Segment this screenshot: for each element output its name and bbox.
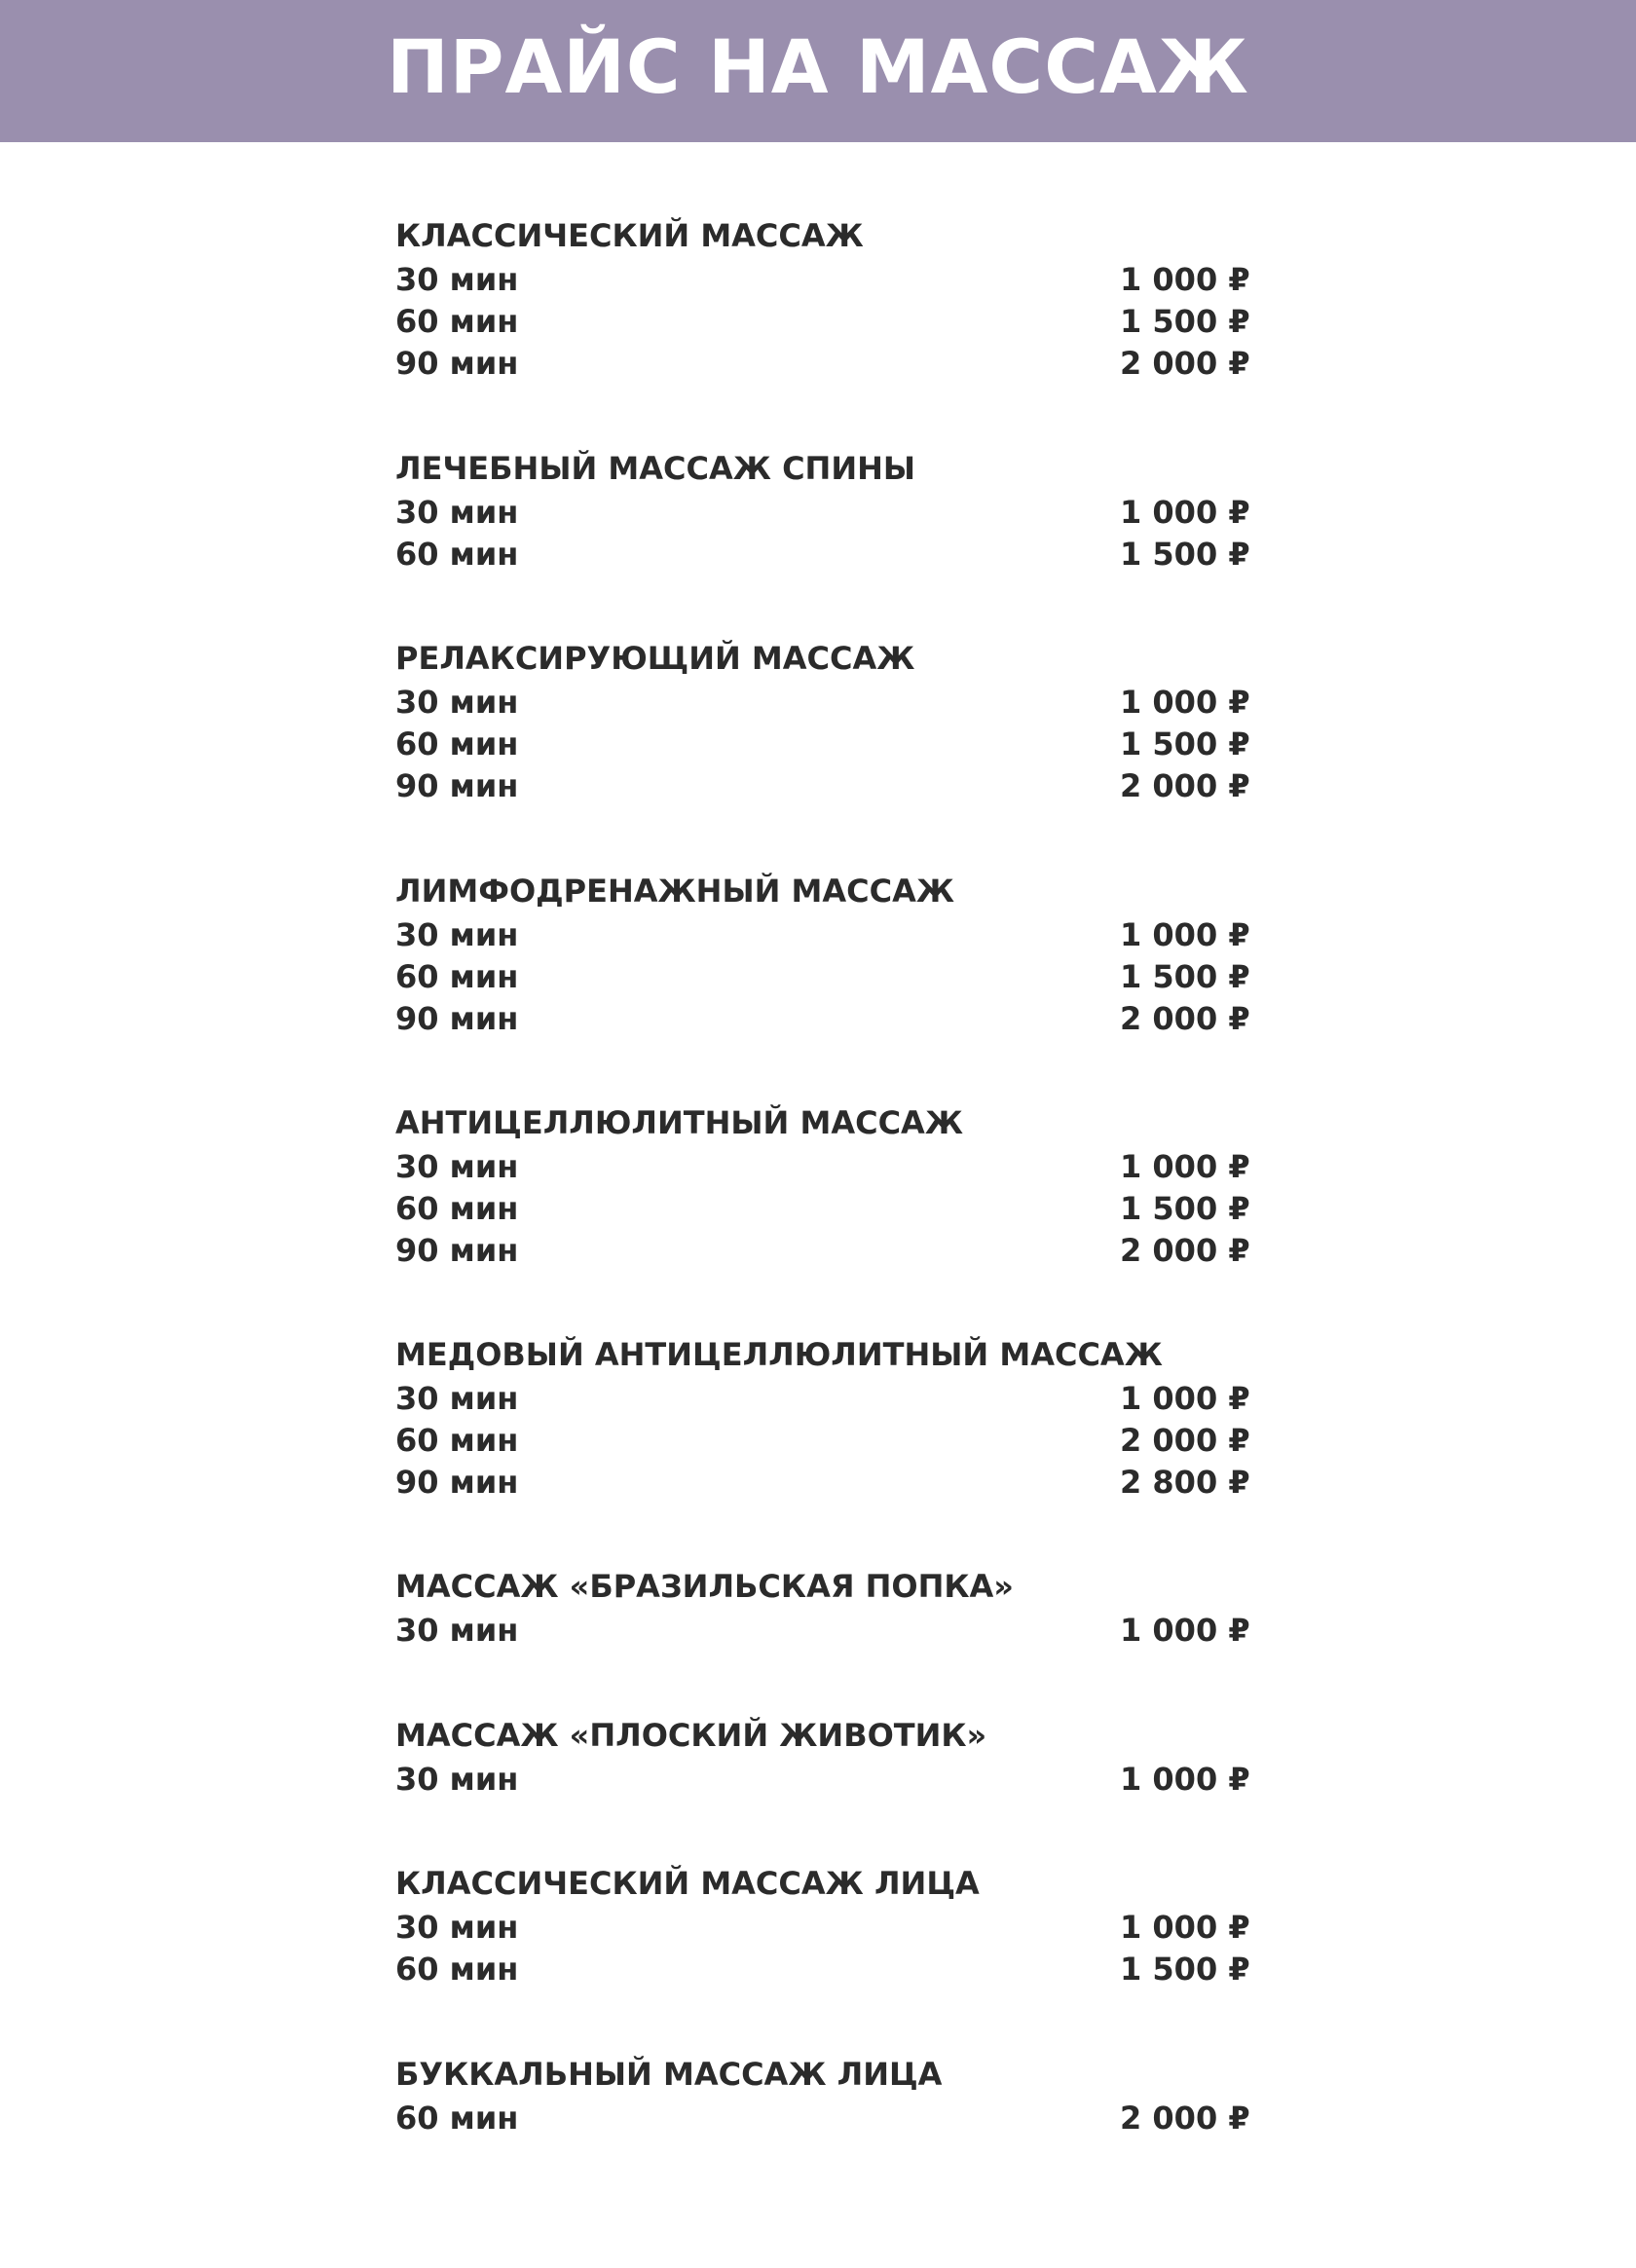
service-block bbox=[395, 1099, 1250, 1272]
price-row bbox=[395, 1610, 1250, 1652]
service-title: АНТИЦЕЛЛЮЛИТНЫЙ МАССАЖ bbox=[395, 1104, 963, 1141]
price-row bbox=[395, 534, 1250, 576]
service-title: КЛАССИЧЕСКИЙ МАССАЖ bbox=[395, 217, 864, 254]
service-block bbox=[395, 1563, 1250, 1652]
price-row bbox=[395, 1378, 1250, 1420]
price-row bbox=[395, 1230, 1250, 1272]
service-block bbox=[395, 2051, 1250, 2139]
price-row bbox=[395, 2098, 1250, 2139]
duration: 30 мин bbox=[395, 1612, 519, 1649]
service-block bbox=[395, 1331, 1250, 1504]
service-block bbox=[395, 1712, 1250, 1801]
price: 1 000 ₽ bbox=[1120, 1761, 1250, 1798]
price: 1 000 ₽ bbox=[1120, 494, 1250, 531]
price: 1 000 ₽ bbox=[1120, 1612, 1250, 1649]
duration: 30 мин bbox=[395, 684, 519, 721]
price-row bbox=[395, 1907, 1250, 1949]
price: 1 500 ₽ bbox=[1120, 725, 1250, 762]
price: 1 000 ₽ bbox=[1120, 1148, 1250, 1185]
page-title: ПРАЙС НА МАССАЖ bbox=[387, 23, 1249, 110]
price: 1 500 ₽ bbox=[1120, 1951, 1250, 1988]
price: 2 000 ₽ bbox=[1120, 1000, 1250, 1037]
duration: 30 мин bbox=[395, 916, 519, 953]
service-block bbox=[395, 212, 1250, 385]
price: 2 000 ₽ bbox=[1120, 767, 1250, 804]
price: 1 000 ₽ bbox=[1120, 684, 1250, 721]
price: 1 500 ₽ bbox=[1120, 958, 1250, 995]
duration: 60 мин bbox=[395, 958, 519, 995]
price: 1 000 ₽ bbox=[1120, 916, 1250, 953]
price-row bbox=[395, 301, 1250, 343]
duration: 60 мин bbox=[395, 1422, 519, 1459]
price: 2 000 ₽ bbox=[1120, 1232, 1250, 1269]
header-banner bbox=[0, 0, 1636, 142]
duration: 30 мин bbox=[395, 494, 519, 531]
duration: 30 мин bbox=[395, 261, 519, 298]
service-title: МАССАЖ «ПЛОСКИЙ ЖИВОТИК» bbox=[395, 1717, 987, 1754]
price-row bbox=[395, 1949, 1250, 1990]
duration: 30 мин bbox=[395, 1148, 519, 1185]
service-title: МЕДОВЫЙ АНТИЦЕЛЛЮЛИТНЫЙ МАССАЖ bbox=[395, 1336, 1163, 1373]
service-title: КЛАССИЧЕСКИЙ МАССАЖ ЛИЦА bbox=[395, 1865, 980, 1902]
duration: 60 мин bbox=[395, 2100, 519, 2137]
price-row bbox=[395, 682, 1250, 724]
price-row bbox=[395, 343, 1250, 385]
price: 1 000 ₽ bbox=[1120, 1909, 1250, 1946]
price-row bbox=[395, 1759, 1250, 1801]
price-row bbox=[395, 259, 1250, 301]
price-row bbox=[395, 492, 1250, 534]
price-row bbox=[395, 998, 1250, 1040]
price-row bbox=[395, 1146, 1250, 1188]
price-row bbox=[395, 1188, 1250, 1230]
duration: 60 мин bbox=[395, 536, 519, 573]
duration: 60 мин bbox=[395, 725, 519, 762]
price-row bbox=[395, 914, 1250, 956]
price: 1 500 ₽ bbox=[1120, 536, 1250, 573]
service-title: ЛИМФОДРЕНАЖНЫЙ МАССАЖ bbox=[395, 873, 955, 910]
duration: 90 мин bbox=[395, 1464, 519, 1501]
service-block bbox=[395, 635, 1250, 807]
price: 1 000 ₽ bbox=[1120, 1380, 1250, 1417]
price-row bbox=[395, 1420, 1250, 1462]
duration: 30 мин bbox=[395, 1761, 519, 1798]
price-row bbox=[395, 765, 1250, 807]
duration: 60 мин bbox=[395, 303, 519, 340]
duration: 90 мин bbox=[395, 1000, 519, 1037]
duration: 60 мин bbox=[395, 1190, 519, 1227]
duration: 90 мин bbox=[395, 345, 519, 382]
service-title: БУККАЛЬНЫЙ МАССАЖ ЛИЦА bbox=[395, 2056, 943, 2093]
price: 2 000 ₽ bbox=[1120, 2100, 1250, 2137]
duration: 90 мин bbox=[395, 1232, 519, 1269]
service-title: ЛЕЧЕБНЫЙ МАССАЖ СПИНЫ bbox=[395, 450, 916, 487]
price-row bbox=[395, 724, 1250, 765]
service-block bbox=[395, 445, 1250, 576]
price: 2 000 ₽ bbox=[1120, 1422, 1250, 1459]
service-title: МАССАЖ «БРАЗИЛЬСКАЯ ПОПКА» bbox=[395, 1568, 1014, 1605]
price: 1 000 ₽ bbox=[1120, 261, 1250, 298]
duration: 90 мин bbox=[395, 767, 519, 804]
price: 2 000 ₽ bbox=[1120, 345, 1250, 382]
duration: 30 мин bbox=[395, 1380, 519, 1417]
price: 2 800 ₽ bbox=[1120, 1464, 1250, 1501]
service-block bbox=[395, 1860, 1250, 1990]
service-title: РЕЛАКСИРУЮЩИЙ МАССАЖ bbox=[395, 640, 915, 677]
price: 1 500 ₽ bbox=[1120, 1190, 1250, 1227]
duration: 30 мин bbox=[395, 1909, 519, 1946]
price-row bbox=[395, 1462, 1250, 1504]
price: 1 500 ₽ bbox=[1120, 303, 1250, 340]
duration: 60 мин bbox=[395, 1951, 519, 1988]
price-row bbox=[395, 956, 1250, 998]
service-block bbox=[395, 868, 1250, 1040]
